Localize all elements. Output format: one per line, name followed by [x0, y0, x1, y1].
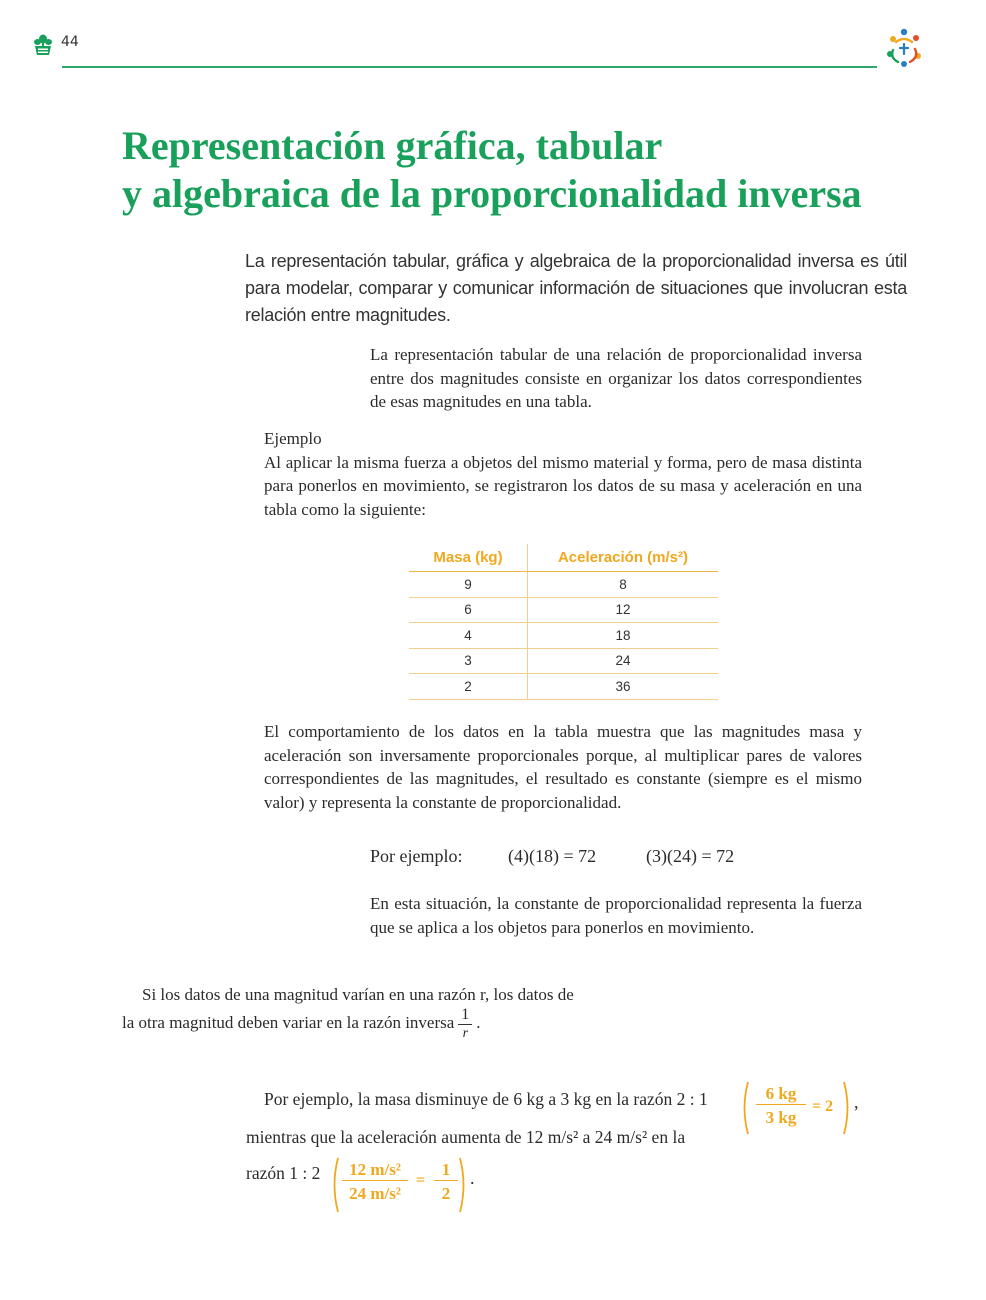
mass-acceleration-table — [409, 544, 718, 700]
cell-acceleration: 18 — [528, 623, 719, 649]
example-block — [264, 427, 862, 521]
page-number: 44 — [61, 34, 79, 50]
fraction-denominator: 3 kg — [765, 1108, 797, 1127]
acceleration-ratio-fraction — [330, 1156, 480, 1214]
cell-acceleration: 36 — [528, 674, 719, 700]
ratio-rule-line-1: Si los datos de una magnitud varían en una razón r, los datos de — [142, 985, 574, 1004]
cell-acceleration: 8 — [528, 572, 719, 598]
inverse-ratio-rule — [122, 983, 632, 1041]
example-text: Al aplicar la misma fuerza a objetos del mismo material y forma, pero de masa distinta para ponerlos en movimiento, se registraron los datos de su masa y aceleración en una tabla como la siguiente: — [264, 452, 862, 519]
ratio-rule-line-2: la otra magnitud deben variar en la razón inversa — [122, 1012, 455, 1032]
table-row — [409, 597, 718, 623]
header-rule — [62, 66, 877, 68]
intro-paragraph: La representación tabular, gráfica y algebraica de la proporcionalidad inversa es útil para modelar, comparar y comunicar información de situaciones que involucran esta relación entre magnitudes. — [245, 251, 907, 325]
period: . — [470, 1168, 475, 1188]
fraction-equals: = — [416, 1172, 426, 1189]
title-line-1: Representación gráfica, tabular — [122, 123, 663, 168]
example-label: Ejemplo — [264, 429, 322, 448]
comma: , — [854, 1092, 859, 1112]
fraction-numerator: 6 kg — [756, 1085, 806, 1105]
mass-example-line-2: mientras que la aceleración aumenta de 12 m/s² a 24 m/s² en la — [246, 1127, 686, 1147]
cell-mass: 9 — [409, 572, 528, 598]
right-paren-icon — [458, 1156, 468, 1214]
fraction-6kg-3kg — [756, 1085, 806, 1126]
product-2: (3)(24) = 72 — [646, 846, 735, 866]
table-row — [409, 623, 718, 649]
figures-circle-logo — [880, 24, 928, 72]
product-1: (4)(18) = 72 — [508, 846, 597, 866]
fraction-12-24 — [342, 1161, 408, 1202]
fraction-denominator: 24 m/s² — [349, 1184, 401, 1203]
examples-label: Por ejemplo: — [370, 846, 463, 866]
fraction-denominator: r — [462, 1025, 469, 1041]
cell-acceleration: 12 — [528, 597, 719, 623]
fraction-numerator: 1 — [458, 1007, 472, 1025]
cell-mass: 6 — [409, 597, 528, 623]
title-line-2: y algebraica de la proporcionalidad inversa — [122, 171, 862, 216]
fraction-result: = 2 — [812, 1098, 834, 1115]
mass-example-line-3: razón 1 : 2 — [246, 1163, 321, 1183]
cell-acceleration: 24 — [528, 648, 719, 674]
mass-ratio-fraction — [740, 1080, 864, 1136]
definition-paragraph: La representación tabular de una relación de proporcionalidad inversa entre dos magnitudes consiste en organizar los datos correspondientes de esas magnitudes en una tabla. — [370, 345, 862, 411]
ratio-rule-line-2-wrap — [122, 1007, 632, 1041]
page-title — [122, 122, 942, 218]
behavior-paragraph: El comportamiento de los datos en la tabla muestra que las magnitudes masa y aceleración son inversamente proporcionales porque, al multiplicar pares de valores correspondientes de las magnitudes, el resultado es constante (siempre es el mismo valor) y representa la constante de proporcionalidad. — [264, 722, 862, 812]
fraction-denominator: 2 — [441, 1184, 451, 1203]
table-row — [409, 648, 718, 674]
inverse-ratio-fraction — [458, 1007, 472, 1041]
fraction-1-2 — [434, 1161, 458, 1202]
cell-mass: 3 — [409, 648, 528, 674]
header-acceleration: Aceleración (m/s²) — [528, 544, 719, 572]
right-paren-icon — [842, 1080, 852, 1136]
ratio-rule-end: . — [476, 1012, 481, 1032]
table-row — [409, 674, 718, 700]
cell-mass: 2 — [409, 674, 528, 700]
fraction-numerator: 12 m/s² — [342, 1161, 408, 1181]
table-header-row — [409, 544, 718, 572]
header-mass: Masa (kg) — [409, 544, 528, 572]
left-paren-icon — [740, 1080, 750, 1136]
fraction-numerator: 1 — [434, 1161, 458, 1181]
plant-pot-icon — [33, 34, 53, 56]
product-examples — [370, 846, 734, 867]
constant-paragraph: En esta situación, la constante de proporcionalidad representa la fuerza que se aplica a los objetos para ponerlos en movimiento. — [370, 894, 862, 937]
mass-example-line-1: Por ejemplo, la masa disminuye de 6 kg a 3 kg en la razón 2 : 1 — [264, 1089, 708, 1109]
left-paren-icon — [330, 1156, 340, 1214]
table-row — [409, 572, 718, 598]
cell-mass: 4 — [409, 623, 528, 649]
